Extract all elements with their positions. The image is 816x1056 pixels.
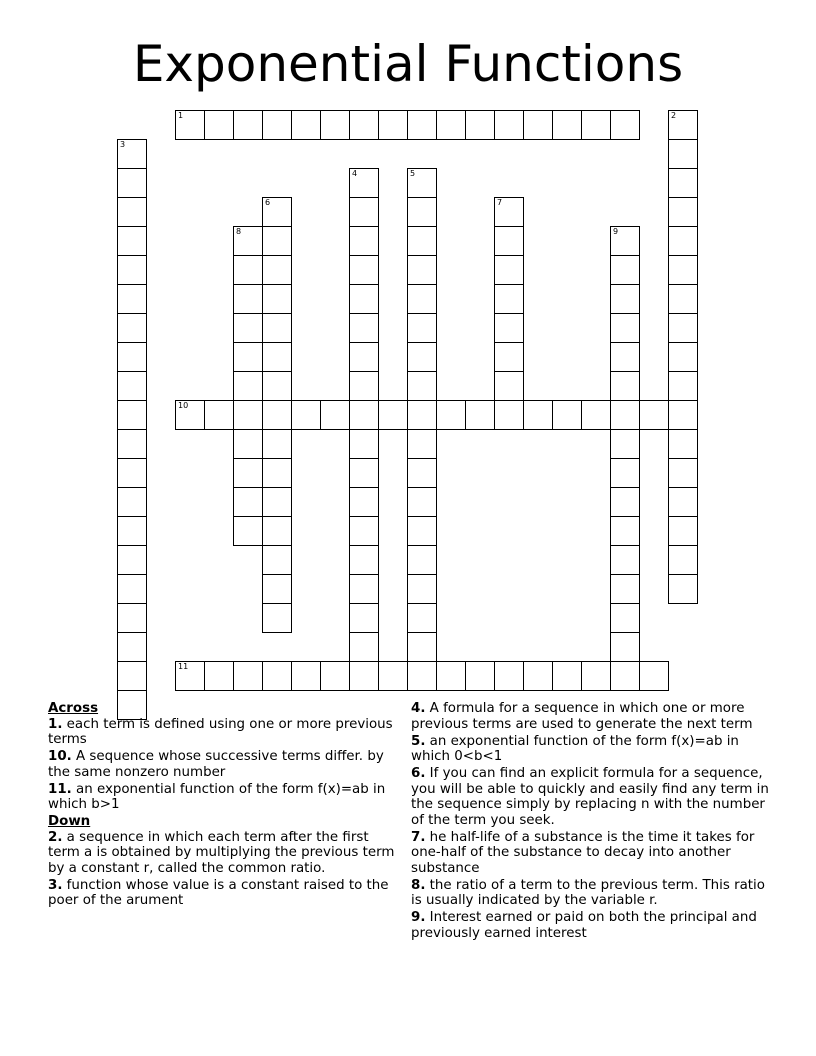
grid-cell[interactable] — [117, 603, 147, 633]
grid-cell[interactable] — [117, 371, 147, 401]
grid-cell[interactable] — [320, 400, 350, 430]
grid-cell[interactable] — [407, 429, 437, 459]
grid-cell[interactable] — [494, 226, 524, 256]
grid-cell[interactable] — [465, 110, 495, 140]
grid-cell[interactable] — [494, 313, 524, 343]
grid-cell[interactable] — [117, 139, 147, 169]
grid-cell[interactable] — [262, 400, 292, 430]
grid-cell[interactable] — [262, 545, 292, 575]
grid-cell[interactable] — [349, 603, 379, 633]
clue-number-label: 9 — [613, 227, 619, 236]
grid-cell[interactable] — [117, 661, 147, 691]
grid-cell[interactable] — [465, 661, 495, 691]
grid-cell[interactable] — [407, 313, 437, 343]
grid-cell[interactable] — [262, 197, 292, 227]
grid-cell[interactable] — [262, 110, 292, 140]
grid-cell[interactable] — [117, 342, 147, 372]
grid-cell[interactable] — [233, 284, 263, 314]
clue-number-label: 5 — [410, 169, 416, 178]
grid-cell[interactable] — [407, 168, 437, 198]
grid-cell[interactable] — [378, 400, 408, 430]
clue-number-label: 3 — [120, 140, 126, 149]
grid-cell[interactable] — [668, 255, 698, 285]
grid-cell[interactable] — [117, 168, 147, 198]
clue-number: 4. — [411, 701, 426, 716]
grid-cell[interactable] — [581, 661, 611, 691]
grid-cell[interactable] — [349, 255, 379, 285]
clues-left-column — [48, 701, 400, 910]
clue-number-label: 1 — [178, 111, 184, 120]
clue-number-label: 8 — [236, 227, 242, 236]
grid-cell[interactable] — [262, 603, 292, 633]
grid-cell[interactable] — [552, 661, 582, 691]
grid-cell[interactable] — [668, 458, 698, 488]
grid-cell[interactable] — [494, 371, 524, 401]
grid-cell[interactable] — [523, 400, 553, 430]
grid-cell[interactable] — [668, 429, 698, 459]
grid-cell[interactable] — [117, 487, 147, 517]
clue-item — [48, 749, 400, 780]
grid-cell[interactable] — [494, 661, 524, 691]
grid-cell[interactable] — [668, 574, 698, 604]
grid-cell[interactable] — [204, 400, 234, 430]
grid-cell[interactable] — [668, 342, 698, 372]
grid-cell[interactable] — [262, 458, 292, 488]
clue-text: he half-life of a substance is the time it takes for one-half of the substance to decay into another substance — [411, 829, 755, 876]
grid-cell[interactable] — [668, 168, 698, 198]
grid-cell[interactable] — [262, 574, 292, 604]
grid-cell[interactable] — [407, 632, 437, 662]
grid-cell[interactable] — [349, 429, 379, 459]
grid-cell[interactable] — [262, 429, 292, 459]
grid-cell[interactable] — [668, 284, 698, 314]
grid-cell[interactable] — [117, 313, 147, 343]
clue-number: 8. — [411, 877, 426, 893]
grid-cell[interactable] — [407, 574, 437, 604]
grid-cell[interactable] — [668, 400, 698, 430]
grid-cell[interactable] — [581, 110, 611, 140]
clue-text: function whose value is a constant raised to the poer of the arument — [48, 877, 389, 908]
clue-number: 9. — [411, 910, 426, 925]
clue-text: an exponential function of the form f(x)=ab in which 0<b<1 — [411, 733, 739, 764]
grid-cell[interactable] — [349, 661, 379, 691]
clue-item — [48, 717, 400, 748]
grid-cell[interactable] — [552, 400, 582, 430]
grid-cell[interactable] — [610, 545, 640, 575]
grid-cell[interactable] — [233, 342, 263, 372]
grid-cell[interactable] — [204, 110, 234, 140]
grid-cell[interactable] — [610, 284, 640, 314]
grid-cell[interactable] — [668, 226, 698, 256]
grid-cell[interactable] — [233, 487, 263, 517]
clue-number-label: 10 — [178, 401, 189, 410]
grid-cell[interactable] — [407, 110, 437, 140]
grid-cell[interactable] — [233, 110, 263, 140]
grid-cell[interactable] — [349, 110, 379, 140]
grid-cell[interactable] — [668, 313, 698, 343]
grid-cell[interactable] — [494, 400, 524, 430]
grid-cell[interactable] — [262, 255, 292, 285]
grid-cell[interactable] — [610, 255, 640, 285]
grid-cell[interactable] — [407, 255, 437, 285]
grid-cell[interactable] — [349, 284, 379, 314]
clue-item — [48, 782, 400, 813]
grid-cell[interactable] — [407, 226, 437, 256]
grid-cell[interactable] — [610, 574, 640, 604]
clue-item — [411, 878, 776, 909]
grid-cell[interactable] — [610, 400, 640, 430]
grid-cell[interactable] — [349, 516, 379, 546]
grid-cell[interactable] — [233, 458, 263, 488]
grid-cell[interactable] — [117, 226, 147, 256]
grid-cell[interactable] — [175, 110, 205, 140]
grid-cell[interactable] — [610, 110, 640, 140]
grid-cell[interactable] — [233, 516, 263, 546]
clue-text: a sequence in which each term after the first term a is obtained by multiplying the previous term by a constant r, called the common ratio. — [48, 829, 395, 876]
clue-number: 7. — [411, 829, 426, 845]
clue-text: each term is defined using one or more previous terms — [48, 716, 393, 747]
grid-cell[interactable] — [407, 342, 437, 372]
clue-item — [411, 701, 776, 732]
grid-cell[interactable] — [668, 139, 698, 169]
grid-cell[interactable] — [407, 487, 437, 517]
grid-cell[interactable] — [465, 400, 495, 430]
grid-cell[interactable] — [117, 197, 147, 227]
grid-cell[interactable] — [349, 574, 379, 604]
grid-cell[interactable] — [610, 226, 640, 256]
grid-cell[interactable] — [117, 545, 147, 575]
clue-item — [411, 910, 776, 941]
grid-cell[interactable] — [610, 429, 640, 459]
clue-text: A sequence whose successive terms differ. by the same nonzero number — [48, 749, 384, 780]
grid-cell[interactable] — [610, 487, 640, 517]
grid-cell[interactable] — [407, 545, 437, 575]
grid-cell[interactable] — [436, 110, 466, 140]
clue-number: 5. — [411, 733, 426, 749]
grid-cell[interactable] — [291, 110, 321, 140]
grid-cell[interactable] — [204, 661, 234, 691]
down-clue-list-continued — [411, 701, 776, 941]
grid-cell[interactable] — [552, 110, 582, 140]
clue-number: 2. — [48, 829, 63, 845]
grid-cell[interactable] — [349, 400, 379, 430]
grid-cell[interactable] — [349, 545, 379, 575]
grid-cell[interactable] — [117, 429, 147, 459]
grid-cell[interactable] — [320, 661, 350, 691]
clue-text: Interest earned or paid on both the principal and previously earned interest — [411, 910, 757, 941]
grid-cell[interactable] — [233, 661, 263, 691]
grid-cell[interactable] — [407, 371, 437, 401]
grid-cell[interactable] — [117, 458, 147, 488]
grid-cell[interactable] — [291, 400, 321, 430]
grid-cell[interactable] — [233, 313, 263, 343]
clue-item — [48, 830, 400, 877]
grid-cell[interactable] — [117, 400, 147, 430]
grid-cell[interactable] — [349, 168, 379, 198]
clue-number-label: 7 — [497, 198, 503, 207]
grid-cell[interactable] — [320, 110, 350, 140]
grid-cell[interactable] — [407, 284, 437, 314]
grid-cell[interactable] — [610, 371, 640, 401]
grid-cell[interactable] — [233, 371, 263, 401]
grid-cell[interactable] — [668, 516, 698, 546]
clue-item — [411, 830, 776, 877]
grid-cell[interactable] — [262, 342, 292, 372]
clue-number-label: 2 — [671, 111, 677, 120]
grid-cell[interactable] — [349, 226, 379, 256]
clue-item — [411, 734, 776, 765]
grid-cell[interactable] — [233, 400, 263, 430]
grid-cell[interactable] — [436, 400, 466, 430]
grid-cell[interactable] — [349, 632, 379, 662]
grid-cell[interactable] — [349, 371, 379, 401]
clue-item — [411, 766, 776, 828]
grid-cell[interactable] — [117, 284, 147, 314]
clue-number: 1. — [48, 716, 63, 732]
grid-cell[interactable] — [117, 632, 147, 662]
grid-cell[interactable] — [668, 197, 698, 227]
clue-number-label: 6 — [265, 198, 271, 207]
grid-cell[interactable] — [117, 516, 147, 546]
down-heading: Down — [48, 814, 91, 829]
clue-item — [48, 878, 400, 909]
grid-cell[interactable] — [262, 313, 292, 343]
grid-cell[interactable] — [378, 661, 408, 691]
grid-cell[interactable] — [233, 255, 263, 285]
grid-cell[interactable] — [610, 516, 640, 546]
grid-cell[interactable] — [610, 458, 640, 488]
clue-text: A formula for a sequence in which one or more previous terms are used to generate the next term — [411, 701, 753, 732]
grid-cell[interactable] — [407, 516, 437, 546]
grid-cell[interactable] — [407, 603, 437, 633]
grid-cell[interactable] — [407, 197, 437, 227]
grid-cell[interactable] — [175, 661, 205, 691]
clue-number: 10. — [48, 749, 72, 764]
grid-cell[interactable] — [349, 313, 379, 343]
grid-cell[interactable] — [639, 400, 669, 430]
grid-cell[interactable] — [610, 342, 640, 372]
grid-cell[interactable] — [117, 574, 147, 604]
grid-cell[interactable] — [610, 661, 640, 691]
clue-text: the ratio of a term to the previous term. This ratio is usually indicated by the variable r. — [411, 877, 765, 908]
across-heading: Across — [48, 701, 99, 716]
clue-number: 11. — [48, 781, 72, 797]
clue-number-label: 11 — [178, 662, 189, 671]
grid-cell[interactable] — [349, 342, 379, 372]
grid-cell[interactable] — [610, 313, 640, 343]
grid-cell[interactable] — [407, 661, 437, 691]
grid-cell[interactable] — [494, 255, 524, 285]
grid-cell[interactable] — [233, 226, 263, 256]
clues-right-column — [411, 701, 776, 943]
grid-cell[interactable] — [349, 197, 379, 227]
grid-cell[interactable] — [407, 458, 437, 488]
grid-cell[interactable] — [175, 400, 205, 430]
grid-cell[interactable] — [494, 284, 524, 314]
grid-cell[interactable] — [117, 255, 147, 285]
grid-cell[interactable] — [233, 429, 263, 459]
grid-cell[interactable] — [407, 400, 437, 430]
down-clue-list — [48, 830, 400, 909]
grid-cell[interactable] — [262, 371, 292, 401]
grid-cell[interactable] — [262, 226, 292, 256]
grid-cell[interactable] — [668, 371, 698, 401]
grid-cell[interactable] — [581, 400, 611, 430]
clue-text: If you can find an explicit formula for a sequence, you will be able to quickly and easily find any term in the sequence simply by replacing n with the number of the term you seek. — [411, 766, 769, 828]
grid-cell[interactable] — [349, 487, 379, 517]
grid-cell[interactable] — [494, 197, 524, 227]
grid-cell[interactable] — [262, 516, 292, 546]
grid-cell[interactable] — [668, 110, 698, 140]
grid-cell[interactable] — [668, 545, 698, 575]
grid-cell[interactable] — [494, 342, 524, 372]
grid-cell[interactable] — [378, 110, 408, 140]
grid-cell[interactable] — [523, 661, 553, 691]
across-clue-list — [48, 717, 400, 813]
grid-cell[interactable] — [610, 603, 640, 633]
clue-number: 3. — [48, 877, 63, 893]
puzzle-title: Exponential Functions — [132, 35, 684, 93]
grid-cell[interactable] — [494, 110, 524, 140]
grid-cell[interactable] — [262, 487, 292, 517]
clue-number: 6. — [411, 766, 426, 781]
grid-cell[interactable] — [639, 661, 669, 691]
clue-number-label: 4 — [352, 169, 358, 178]
grid-cell[interactable] — [291, 661, 321, 691]
grid-cell[interactable] — [436, 661, 466, 691]
grid-cell[interactable] — [262, 284, 292, 314]
clue-text: an exponential function of the form f(x)=ab in which b>1 — [48, 781, 386, 812]
grid-cell[interactable] — [668, 487, 698, 517]
grid-cell[interactable] — [262, 661, 292, 691]
grid-cell[interactable] — [523, 110, 553, 140]
grid-cell[interactable] — [610, 632, 640, 662]
grid-cell[interactable] — [349, 458, 379, 488]
